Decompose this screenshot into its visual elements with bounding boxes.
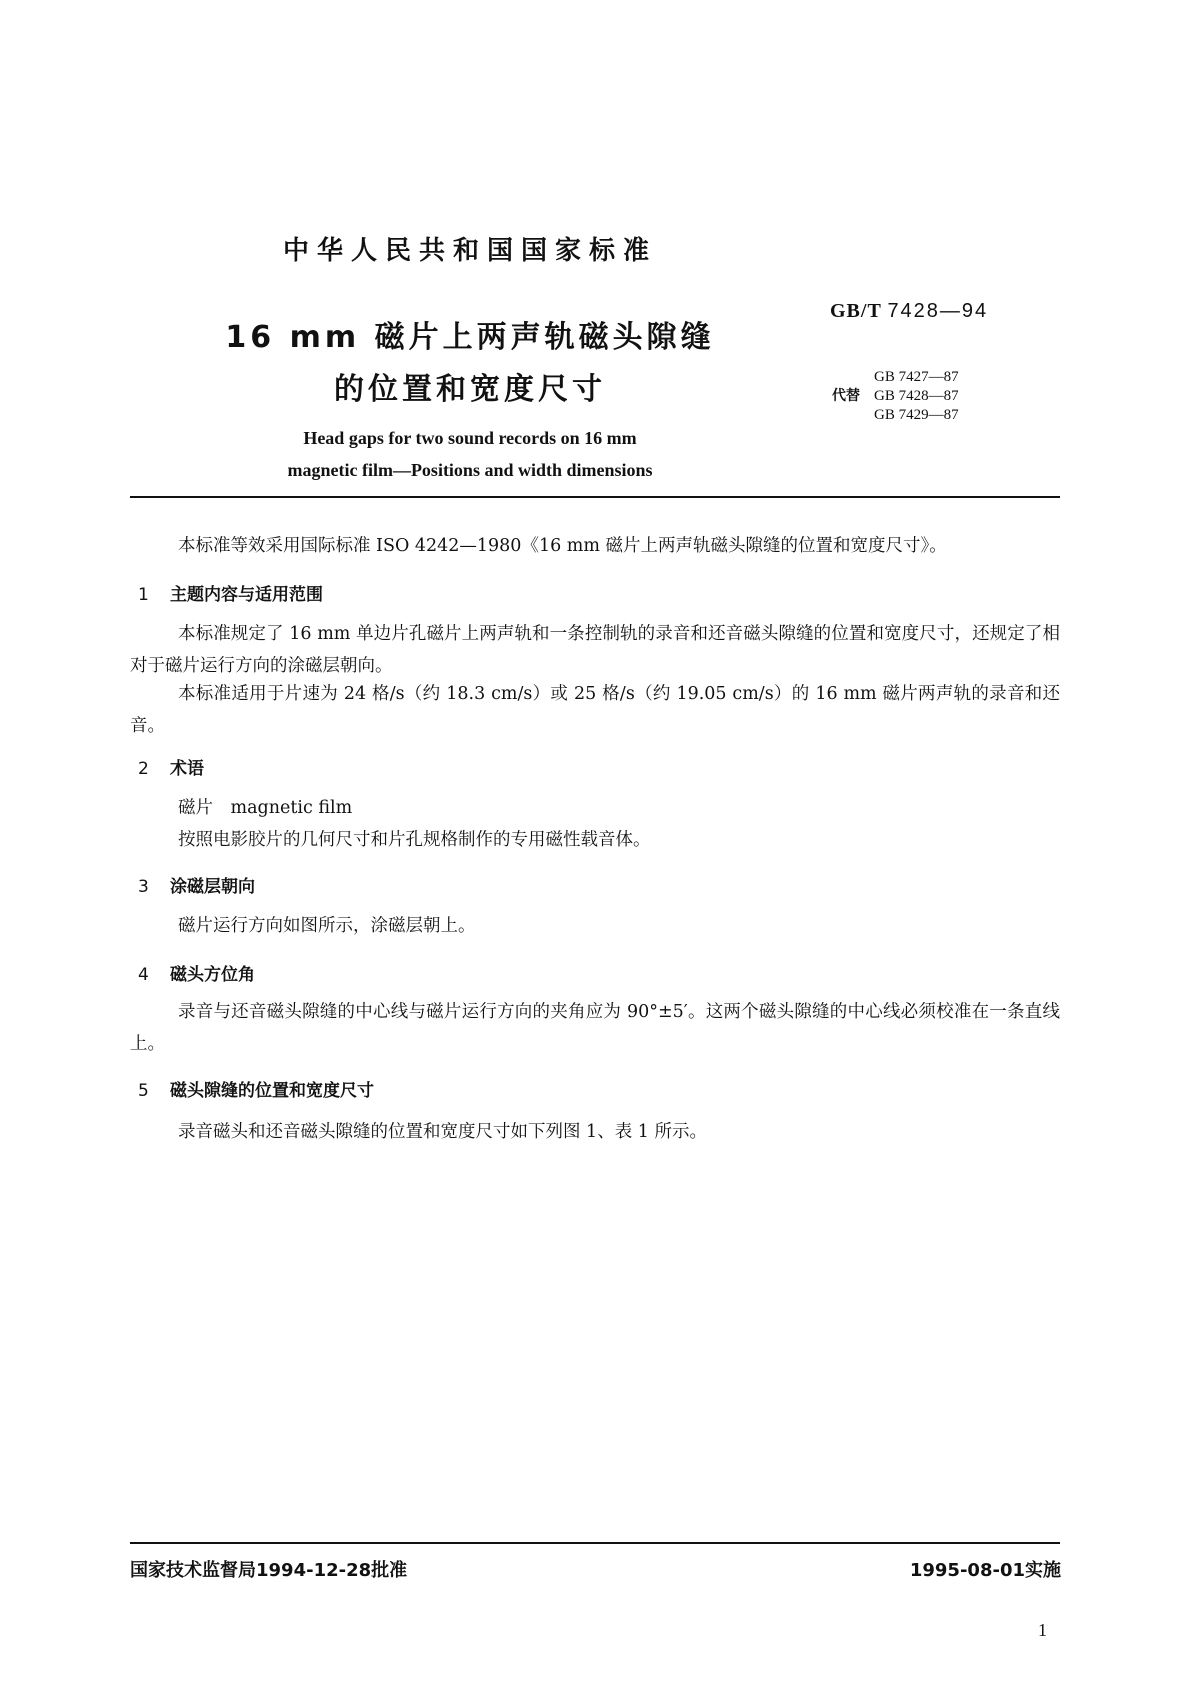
section-title: 磁头隙缝的位置和宽度尺寸 bbox=[170, 1081, 374, 1101]
section-1-heading bbox=[138, 580, 323, 605]
replaced-standard: GB 7427—87 bbox=[874, 369, 959, 385]
section-1-paragraph-2: 本标准适用于片速为 24 格/s（约 18.3 cm/s）或 25 格/s（约 19.05 cm/s）的 16 mm 磁片两声轨的录音和还音。 bbox=[130, 684, 1060, 736]
title-en-line-1: Head gaps for two sound records on 16 mm bbox=[303, 428, 637, 448]
title-cn-line-2: 的位置和宽度尺寸 bbox=[334, 372, 606, 407]
standard-prefix: GB/T bbox=[830, 300, 882, 322]
section-title: 磁头方位角 bbox=[170, 965, 255, 985]
replaced-standard: GB 7429—87 bbox=[874, 407, 959, 423]
replaces-label: 代替 bbox=[832, 388, 860, 404]
section-3-paragraph: 磁片运行方向如图所示，涂磁层朝上。 bbox=[178, 916, 476, 936]
replaces-block bbox=[832, 368, 959, 425]
section-number: 5 bbox=[138, 1081, 149, 1101]
title-en-line-2: magnetic film—Positions and width dimensions bbox=[287, 460, 653, 480]
document-title-cn bbox=[200, 312, 740, 416]
header-divider bbox=[130, 496, 1060, 498]
term-definition: 按照电影胶片的几何尺寸和片孔规格制作的专用磁性载音体。 bbox=[178, 830, 651, 850]
standard-code: 7428—94 bbox=[887, 300, 989, 322]
section-number: 4 bbox=[138, 965, 149, 985]
implementation-line: 1995-08-01实施 bbox=[909, 1560, 1061, 1581]
footer-divider bbox=[130, 1542, 1060, 1544]
section-number: 1 bbox=[138, 585, 149, 605]
section-2-heading bbox=[138, 754, 204, 779]
replaced-standard: GB 7428—87 bbox=[874, 388, 959, 404]
national-standard-heading: 中华人民共和国国家标准 bbox=[282, 236, 657, 266]
title-cn-line-1: 16 mm 磁片上两声轨磁头隙缝 bbox=[225, 320, 715, 355]
section-number: 2 bbox=[138, 759, 149, 779]
section-5-paragraph: 录音磁头和还音磁头隙缝的位置和宽度尺寸如下列图 1、表 1 所示。 bbox=[178, 1122, 707, 1142]
section-4-heading bbox=[138, 960, 255, 985]
document-title-en bbox=[220, 422, 720, 486]
section-1-paragraph-1: 本标准规定了 16 mm 单边片孔磁片上两声轨和一条控制轨的录音和还音磁头隙缝的位置和宽度尺寸，还规定了相对于磁片运行方向的涂磁层朝向。 bbox=[130, 624, 1060, 676]
page-number: 1 bbox=[1038, 1620, 1047, 1640]
section-4-paragraph: 录音与还音磁头隙缝的中心线与磁片运行方向的夹角应为 90°±5′。这两个磁头隙缝的中心线必须校准在一条直线上。 bbox=[130, 1002, 1060, 1054]
section-5-heading bbox=[138, 1076, 374, 1101]
section-3-heading bbox=[138, 872, 255, 897]
intro-paragraph: 本标准等效采用国际标准 ISO 4242—1980《16 mm 磁片上两声轨磁头隙缝的位置和宽度尺寸》。 bbox=[178, 536, 947, 556]
section-title: 术语 bbox=[170, 759, 204, 779]
term-entry: 磁片 magnetic film bbox=[178, 798, 353, 818]
section-number: 3 bbox=[138, 877, 149, 897]
standard-number bbox=[830, 300, 988, 323]
section-title: 主题内容与适用范围 bbox=[170, 585, 323, 605]
section-title: 涂磁层朝向 bbox=[170, 877, 255, 897]
approval-line: 国家技术监督局1994-12-28批准 bbox=[130, 1560, 408, 1581]
